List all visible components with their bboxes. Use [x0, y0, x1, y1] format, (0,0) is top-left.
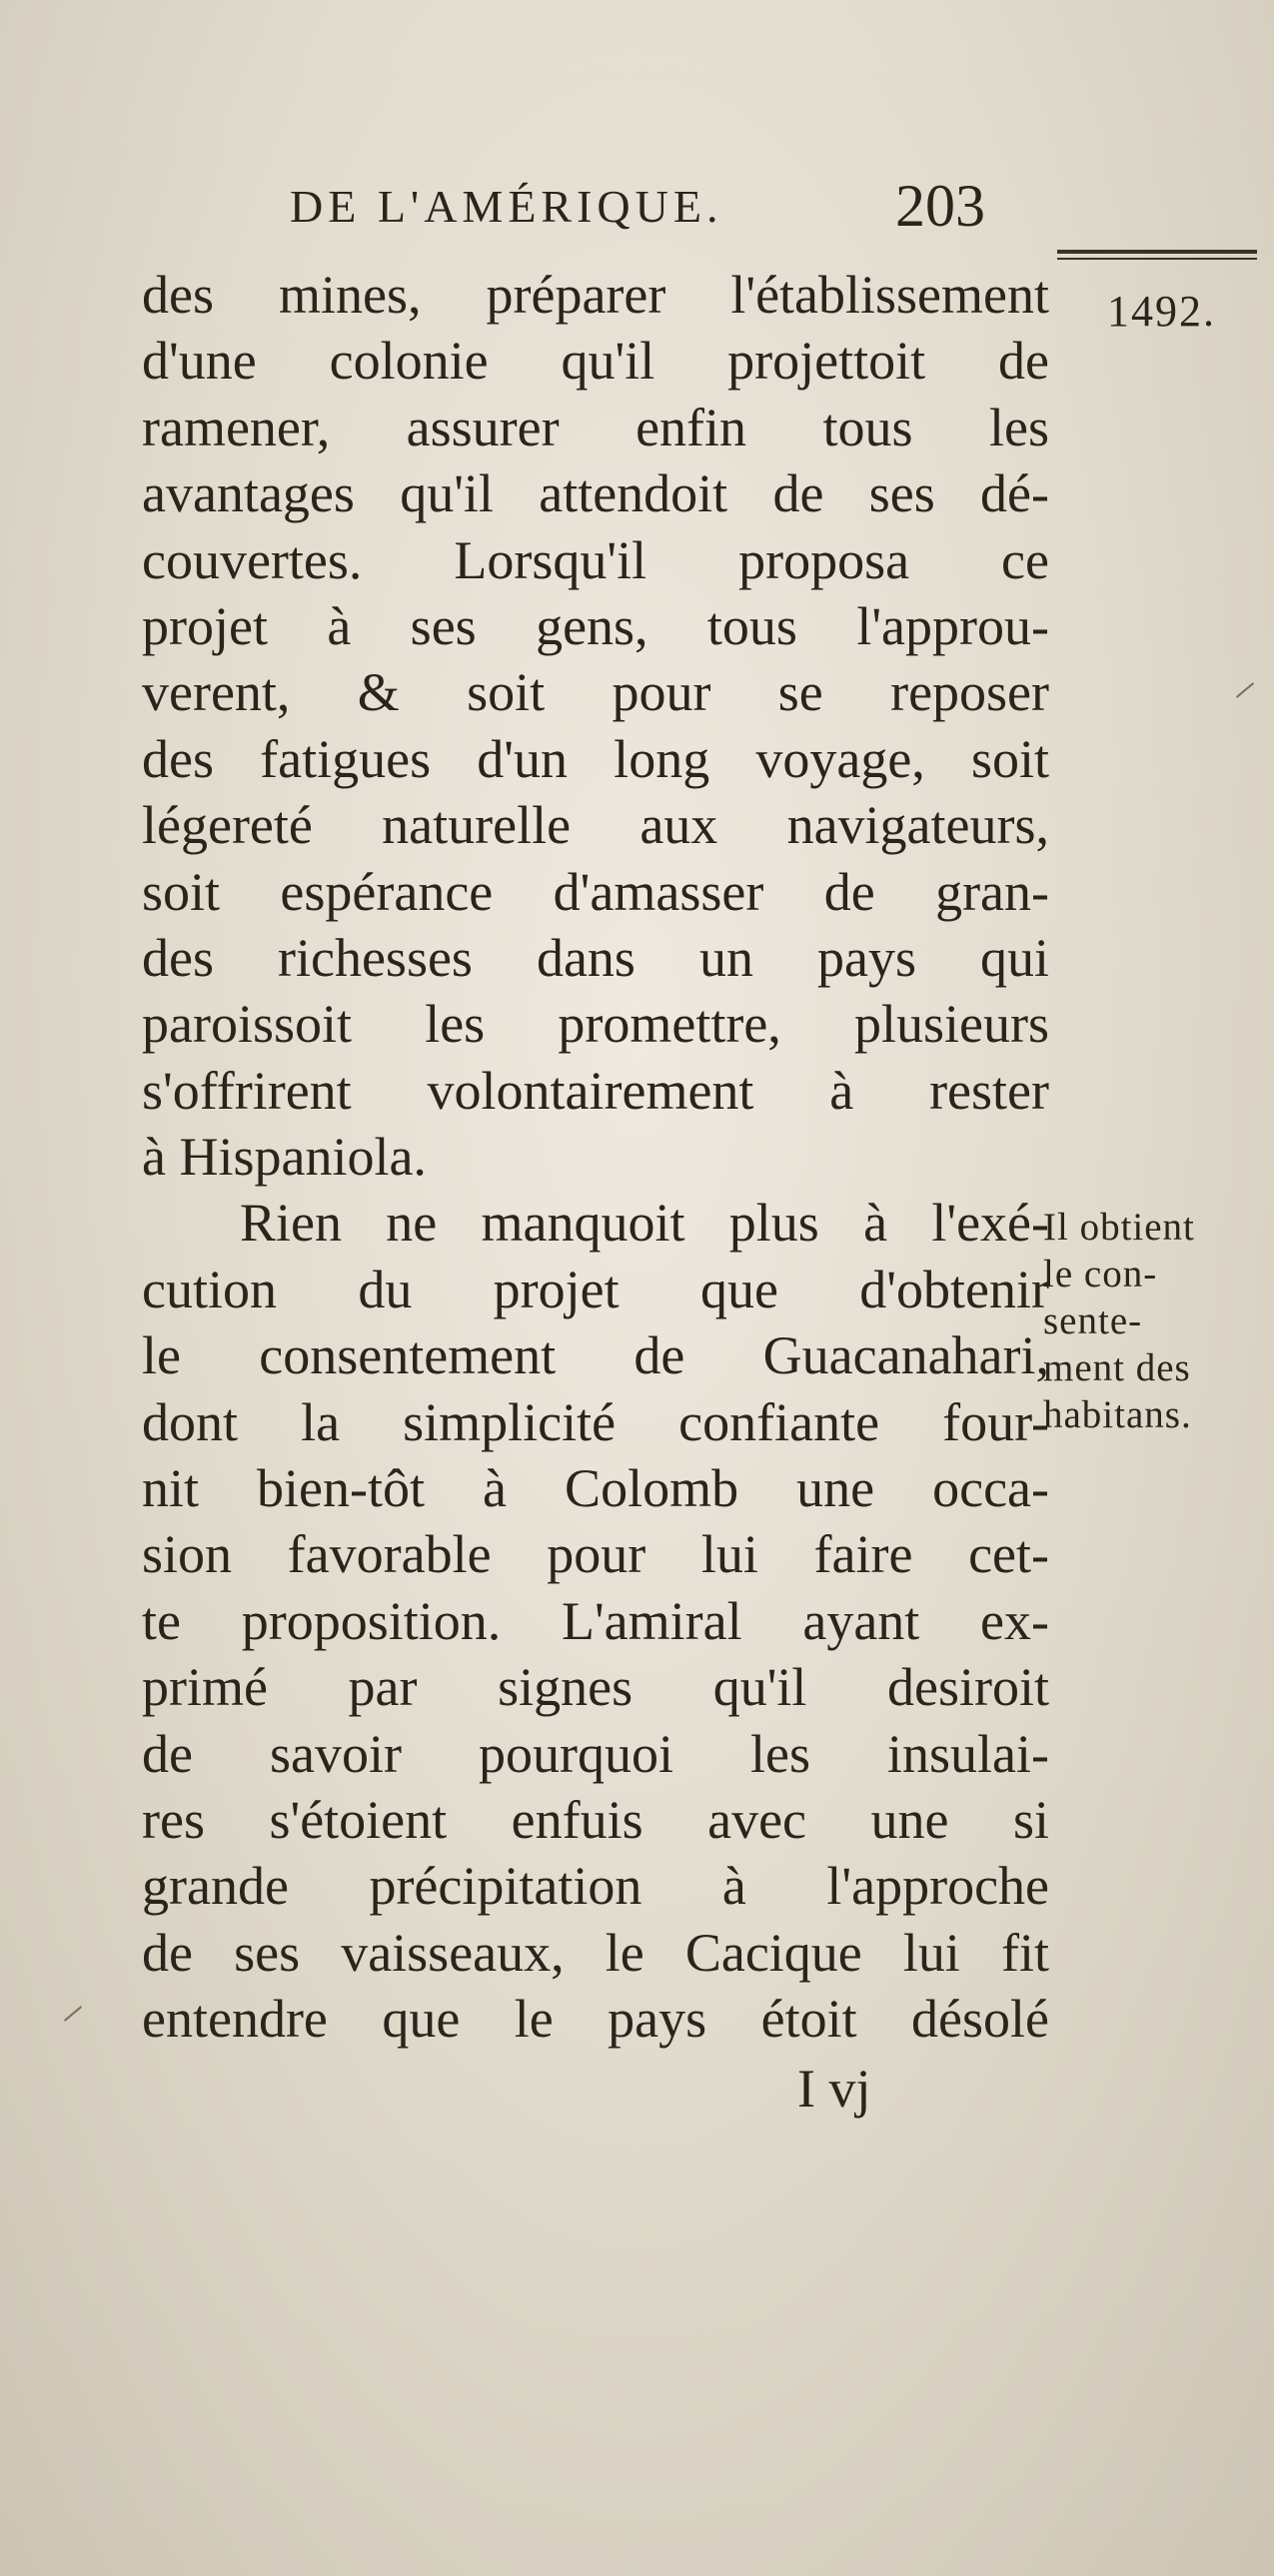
text-line: s'offrirent volontairement à rester	[142, 1060, 1049, 1121]
marginal-note	[1043, 1204, 1269, 1438]
page-header	[0, 173, 1274, 260]
text-line: nit bien-tôt à Colomb une occa-	[142, 1458, 1049, 1519]
text-line: te proposition. L'amiral ayant ex-	[142, 1590, 1049, 1651]
body-text	[142, 262, 1049, 2053]
marginal-note-line: habitans.	[1043, 1393, 1192, 1436]
text-line: dont la simplicité confiante four-	[142, 1391, 1049, 1452]
text-line: soit espérance d'amasser de gran-	[142, 861, 1049, 922]
text-line: cution du projet que d'obtenir	[142, 1259, 1049, 1319]
paper-blemish	[1236, 682, 1254, 698]
text-line: de ses vaisseaux, le Cacique lui fit	[142, 1922, 1049, 1983]
text-line: paroissoit les promettre, plusieurs	[142, 994, 1049, 1055]
marginal-note-line: sente-	[1043, 1299, 1143, 1342]
page-number: 203	[895, 173, 985, 239]
margin-rule	[1057, 250, 1257, 260]
text-line: entendre que le pays étoit désolé	[142, 1989, 1049, 2050]
margin-year: 1492.	[1107, 287, 1216, 336]
text-line: sion favorable pour lui faire cet-	[142, 1524, 1049, 1585]
text-line: des fatigues d'un long voyage, soit	[142, 728, 1049, 789]
marginal-note-line: le con-	[1043, 1253, 1158, 1295]
text-line: légereté naturelle aux navigateurs,	[142, 795, 1049, 856]
text-line: projet à ses gens, tous l'approu-	[142, 595, 1049, 656]
running-head: DE L'AMÉRIQUE.	[290, 181, 723, 232]
text-line: des richesses dans un pays qui	[142, 927, 1049, 988]
paragraph-first-line: Rien ne manquoit plus à l'exé-	[240, 1193, 1049, 1254]
paper-blemish	[64, 2006, 82, 2022]
text-line: verent, & soit pour se reposer	[142, 662, 1049, 723]
text-line: ramener, assurer enfin tous les	[142, 397, 1049, 457]
marginal-note-line: ment des	[1043, 1346, 1191, 1389]
text-line: à Hispaniola.	[142, 1127, 427, 1188]
text-line: avantages qu'il attendoit de ses dé-	[142, 463, 1049, 524]
text-line: grande précipitation à l'approche	[142, 1856, 1049, 1917]
text-line: res s'étoient enfuis avec une si	[142, 1789, 1049, 1850]
text-line: primé par signes qu'il desiroit	[142, 1657, 1049, 1718]
text-line: de savoir pourquoi les insulai-	[142, 1723, 1049, 1784]
text-line: d'une colonie qu'il projettoit de	[142, 331, 1049, 392]
text-line: le consentement de Guacanahari,	[142, 1325, 1049, 1386]
text-line: des mines, préparer l'établissement	[142, 265, 1049, 325]
marginal-note-line: Il obtient	[1043, 1206, 1195, 1249]
text-line: couvertes. Lorsqu'il proposa ce	[142, 529, 1049, 590]
signature-mark: I vj	[797, 2059, 871, 2119]
